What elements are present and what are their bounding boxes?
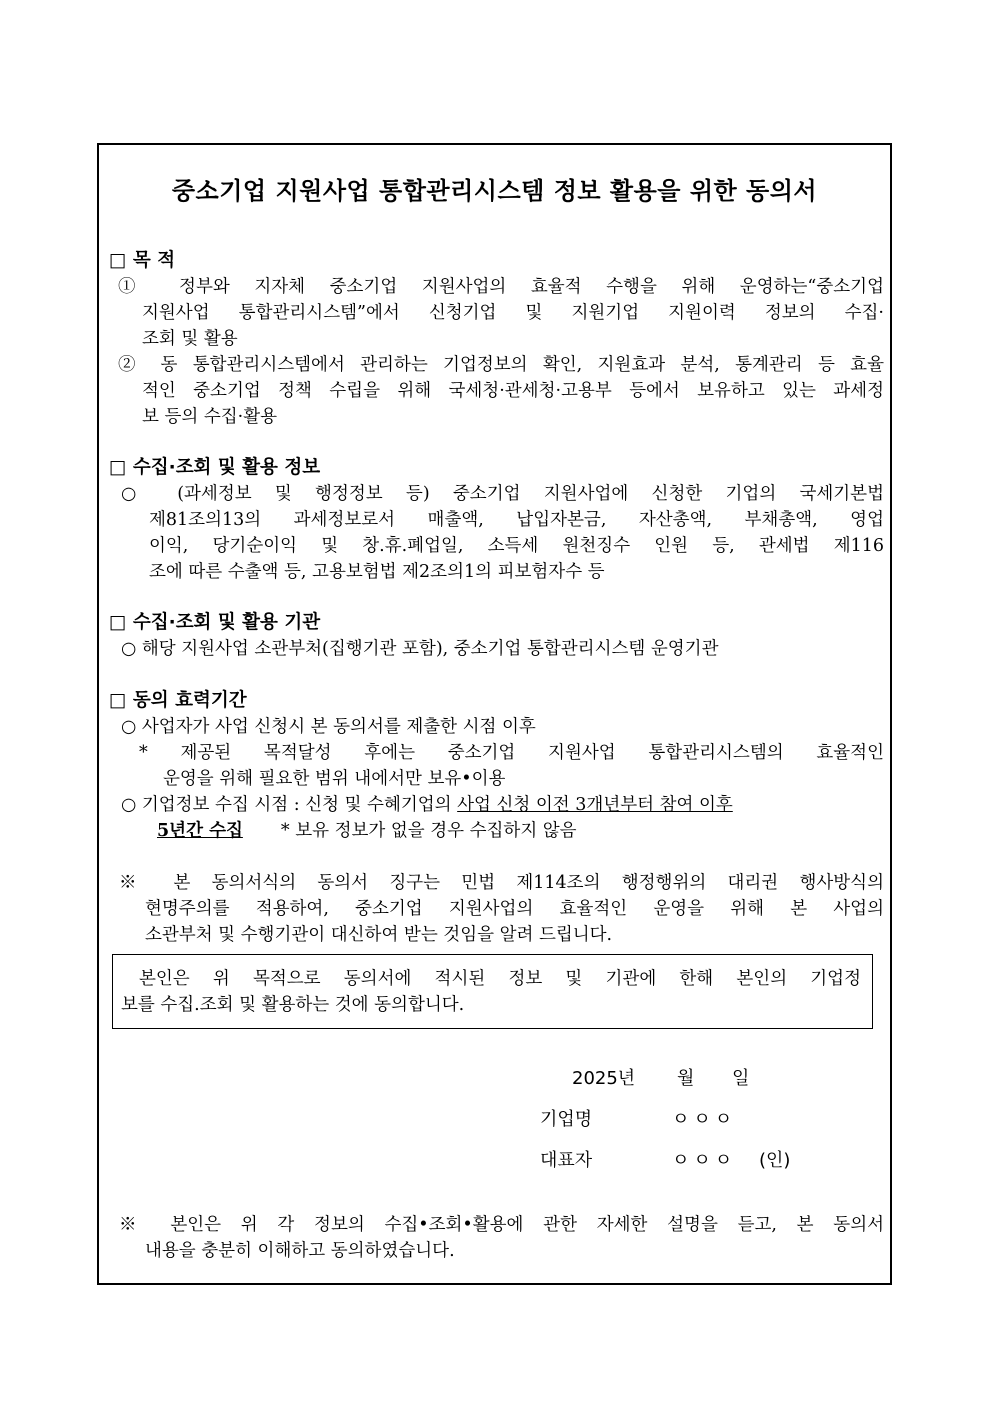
footer-notice-line-2: 내용을 충분히 이해하고 동의하였습니다. — [145, 1241, 455, 1261]
period-line-1: ○ 사업자가 사업 신청시 본 동의서를 제출한 시점 이후 — [121, 717, 536, 737]
representative-value: ㅇㅇㅇ — [672, 1150, 737, 1171]
company-name-label: 기업명 — [540, 1109, 593, 1130]
footer-notice-line-1: ※ 본인은 위 각 정보의 수집•조회•활용에 관한 자세한 설명을 듣고, 본 동의서 — [119, 1215, 884, 1235]
period-note-line-1: * 제공된 목적달성 후에는 중소기업 지원사업 통합관리시스템의 효율적인 — [139, 743, 884, 763]
page-title: 중소기업 지원사업 통합관리시스템 정보 활용을 위한 동의서 — [171, 177, 818, 205]
period-note-line-2: 운영을 위해 필요한 범위 내에서만 보유•이용 — [163, 769, 506, 789]
info-line-1: ○ (과세정보 및 행정정보 등) 중소기업 지원사업에 신청한 기업의 국세기본법 — [121, 484, 884, 504]
purpose-item-2-line-3: 보 등의 수집·활용 — [142, 407, 278, 427]
section-heading-agency: □ 수집·조회 및 활용 기관 — [109, 612, 321, 633]
date-day: 일 — [732, 1068, 750, 1089]
purpose-item-2-line-1: ② 동 통합관리시스템에서 관리하는 기업정보의 확인, 지원효과 분석, 통계관리 등 효율 — [118, 355, 884, 375]
purpose-item-2-line-2: 적인 중소기업 정책 수립을 위해 국세청·관세청·고용부 등에서 보유하고 있는 과세정 — [142, 381, 884, 401]
purpose-item-1-line-2: 지원사업 통합관리시스템”에서 신청기업 및 지원기업 지원이력 정보의 수집· — [142, 303, 884, 323]
info-line-4: 조에 따른 수출액 등, 고용보험법 제2조의1의 피보험자수 등 — [149, 562, 605, 582]
section-heading-info: □ 수집·조회 및 활용 정보 — [109, 457, 321, 478]
section-heading-purpose: □ 목 적 — [109, 250, 176, 271]
date-month: 월 — [677, 1068, 695, 1089]
consent-statement-box — [112, 954, 873, 1029]
seal-mark: (인) — [759, 1150, 791, 1171]
date-year: 2025년 — [572, 1068, 636, 1089]
collection-time-text: ○ 기업정보 수집 시점 : 신청 및 수혜기업의 — [121, 795, 458, 815]
section-heading-period: □ 동의 효력기간 — [109, 690, 247, 711]
consent-form-frame — [97, 143, 892, 1285]
purpose-item-1-line-1: ① 정부와 지자체 중소기업 지원사업의 효율적 수행을 위해 운영하는“중소기업 — [118, 277, 884, 297]
consent-line-1: 본인은 위 목적으로 동의서에 적시된 정보 및 기관에 한해 본인의 기업정 — [139, 969, 861, 989]
representative-label: 대표자 — [540, 1150, 593, 1171]
notice-line-3: 소관부처 및 수행기관이 대신하여 받는 것임을 알려 드립니다. — [145, 925, 613, 945]
notice-line-2: 현명주의를 적용하여, 중소기업 지원사업의 효율적인 운영을 위해 본 사업의 — [145, 899, 884, 919]
collection-duration-underline: 5년간 수집 — [157, 821, 243, 841]
collection-period-underline: 사업 신청 이전 3개년부터 참여 이후 — [457, 795, 733, 815]
period-line-5 — [157, 818, 577, 844]
period-line-4 — [121, 792, 733, 818]
consent-line-2: 보를 수집.조회 및 활용하는 것에 동의합니다. — [121, 995, 465, 1015]
notice-line-1: ※ 본 동의서식의 동의서 징구는 민법 제114조의 행정행위의 대리권 행사방식의 — [119, 873, 884, 893]
info-line-2: 제81조의13의 과세정보로서 매출액, 납입자본금, 자산총액, 부채총액, 영업 — [149, 510, 884, 530]
company-name-value: ㅇㅇㅇ — [672, 1109, 737, 1130]
purpose-item-1-line-3: 조회 및 활용 — [142, 329, 238, 349]
agency-line-1: ○ 해당 지원사업 소관부처(집행기관 포함), 중소기업 통합관리시스템 운영기관 — [121, 639, 719, 659]
no-info-note: * 보유 정보가 없을 경우 수집하지 않음 — [280, 821, 577, 841]
info-line-3: 이익, 당기순이익 및 창.휴.폐업일, 소득세 원천징수 인원 등, 관세법 제116 — [149, 536, 884, 556]
